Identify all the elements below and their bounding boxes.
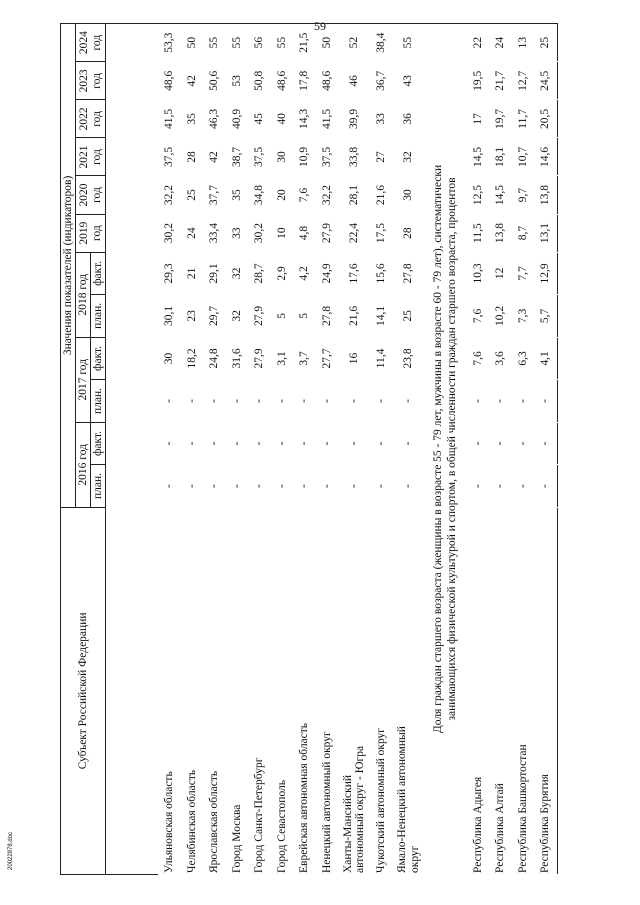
cell-fact-2017: 3,6	[494, 351, 507, 366]
cell-2019: 4,8	[298, 225, 311, 241]
cell-2019: 28	[402, 227, 415, 239]
cell-plan-2016: -	[347, 484, 360, 488]
table-body	[106, 24, 558, 875]
cell-fact-2018: 29,1	[208, 263, 221, 284]
cell-2019: 13,8	[494, 223, 507, 244]
subject-column-header: Субъект Российской Федерации	[61, 507, 106, 874]
cell-2021: 37,5	[253, 146, 266, 168]
cell-plan-2016: -	[163, 484, 176, 488]
cell-2020: 28,1	[347, 184, 360, 206]
cell-plan-2017: -	[539, 399, 552, 403]
subject-name: Ханты-Мансийский автономный округ - Югра	[341, 745, 366, 873]
cell-2021: 28	[185, 151, 198, 163]
cell-2021: 27	[375, 151, 388, 163]
cell-2023: 50,6	[208, 70, 221, 91]
cell-2021: 32	[402, 151, 415, 163]
cell-2024: 22	[471, 36, 484, 49]
cell-plan-2016: -	[375, 484, 388, 488]
cell-2023: 48,6	[320, 70, 333, 91]
cell-2024: 55	[230, 36, 243, 49]
cell-2023: 24,5	[539, 70, 552, 91]
cell-2021: 14,6	[539, 146, 552, 168]
cell-fact-2018: 27,8	[402, 263, 415, 284]
cell-2022: 33	[375, 113, 388, 125]
section-heading: Доля граждан старшего возраста (женщины в возрасте 55 - 79 лет, мужчины в возрасте 60 - 79 лет), систематически занимающихся физической культурой и спортом, в общей численности граждан старшего возраста, процентов	[432, 164, 458, 734]
cell-fact-2017: 24,8	[208, 348, 221, 369]
cell-fact-2017: 11,4	[375, 348, 388, 369]
cell-fact-2017: 31,6	[230, 348, 243, 369]
subject-name: Чукотский автономный округ	[375, 727, 388, 873]
cell-2023: 50,8	[253, 70, 266, 91]
subject-name: Ярославская область	[208, 770, 221, 873]
cell-2020: 32,2	[320, 184, 333, 206]
cell-2023: 46	[347, 75, 360, 87]
fact-2016-header: факт.	[91, 422, 106, 465]
page-number: 59	[314, 19, 326, 33]
cell-2024: 21,5	[298, 32, 311, 53]
cell-2019: 24	[185, 227, 198, 239]
cell-2020: 34,8	[253, 184, 266, 206]
cell-fact-2018: 15,6	[375, 263, 388, 284]
cell-fact-2018: 24,9	[320, 263, 333, 284]
cell-fact-2016: -	[230, 441, 243, 446]
cell-fact-2016: -	[185, 441, 198, 446]
cell-2022: 41,5	[320, 108, 333, 129]
year-2023-header: 2023 год	[76, 62, 106, 100]
cell-2021: 33,8	[347, 146, 360, 168]
cell-2024: 13	[516, 36, 529, 49]
cell-plan-2017: -	[375, 399, 388, 403]
footer-code: 20022878.doc	[8, 831, 14, 870]
year-2017-header: 2017 год	[76, 337, 91, 422]
cell-fact-2017: 23,8	[402, 348, 415, 369]
cell-2022: 35	[185, 113, 198, 125]
cell-fact-2018: 28,7	[253, 263, 266, 284]
table-row	[226, 24, 249, 875]
cell-2019: 11,5	[471, 223, 484, 243]
cell-2020: 25	[185, 189, 198, 201]
cell-plan-2016: -	[185, 484, 198, 488]
cell-fact-2016: -	[471, 441, 484, 446]
cell-2019: 13,1	[539, 223, 552, 244]
subject-name: Республика Алтай	[494, 783, 507, 873]
cell-2022: 41,5	[163, 108, 176, 129]
cell-plan-2016: -	[516, 484, 529, 488]
cell-2021: 42	[208, 151, 221, 163]
cell-2020: 32,2	[163, 184, 176, 206]
year-2020-header: 2020 год	[76, 176, 106, 214]
cell-2020: 35	[230, 189, 243, 201]
cell-plan-2018: 14,1	[375, 305, 388, 326]
cell-plan-2018: 21,6	[347, 305, 360, 326]
cell-plan-2016: -	[298, 484, 311, 488]
cell-2022: 39,9	[347, 108, 360, 129]
cell-fact-2018: 32	[230, 267, 243, 280]
cell-2021: 18,1	[494, 146, 507, 168]
table-row	[203, 24, 226, 875]
cell-2023: 43	[402, 75, 415, 87]
cell-plan-2018: 25	[402, 310, 415, 322]
cell-fact-2017: 16	[347, 352, 360, 365]
cell-2021: 37,5	[320, 146, 333, 168]
cell-2024: 50	[185, 36, 198, 49]
subject-name: Город Санкт-Петербург	[253, 757, 266, 873]
cell-2020: 12,5	[471, 184, 484, 206]
year-2018-header: 2018 год	[76, 252, 91, 337]
subject-name: Ульяновская область	[163, 771, 176, 873]
cell-plan-2018: 10,2	[494, 305, 507, 326]
cell-fact-2016: -	[275, 441, 288, 446]
cell-2022: 36	[402, 113, 415, 125]
cell-2021: 37,5	[163, 146, 176, 168]
table-row	[489, 24, 512, 875]
rotated-table-area	[60, 23, 625, 875]
cell-plan-2016: -	[402, 484, 415, 488]
cell-fact-2017: 4,1	[539, 351, 552, 366]
cell-2023: 21,7	[494, 70, 507, 91]
subject-name: Республика Адыгея	[471, 776, 484, 873]
cell-2022: 20,5	[539, 108, 552, 129]
cell-plan-2018: 32	[230, 310, 243, 322]
cell-2019: 10	[275, 227, 288, 239]
table-header	[61, 24, 106, 875]
cell-plan-2018: 5	[275, 313, 288, 319]
cell-2023: 19,5	[471, 70, 484, 91]
cell-fact-2016: -	[208, 441, 221, 446]
table-row	[181, 24, 204, 875]
subject-name: Ямало-Ненецкий автономный округ	[396, 726, 421, 873]
cell-plan-2017: -	[275, 399, 288, 403]
cell-plan-2016: -	[275, 484, 288, 488]
cell-plan-2016: -	[230, 484, 243, 488]
cell-plan-2017: -	[402, 399, 415, 403]
year-2016-header: 2016 год	[76, 422, 91, 507]
cell-2024: 25	[539, 36, 552, 49]
subject-name: Город Москва	[230, 804, 243, 873]
cell-plan-2018: 27,8	[320, 305, 333, 326]
cell-2022: 45	[253, 113, 266, 125]
subject-name: Город Севастополь	[275, 779, 288, 873]
cell-2019: 30,2	[163, 223, 176, 244]
cell-fact-2017: 27,9	[253, 348, 266, 369]
cell-plan-2017: -	[298, 399, 311, 403]
cell-2024: 53,3	[163, 32, 176, 53]
cell-2023: 42	[185, 75, 198, 87]
year-2022-header: 2022 год	[76, 100, 106, 138]
cell-fact-2018: 12	[494, 267, 507, 280]
cell-fact-2017: 18,2	[185, 348, 198, 369]
cell-2022: 14,3	[298, 108, 311, 129]
cell-2024: 24	[494, 36, 507, 49]
cell-plan-2018: 7,6	[471, 308, 484, 324]
cell-2020: 7,6	[298, 187, 311, 203]
year-2024-header: 2024 год	[76, 24, 106, 62]
cell-2024: 55	[402, 36, 415, 49]
cell-plan-2016: -	[320, 484, 333, 488]
cell-2024: 38,4	[375, 32, 388, 53]
subject-name: Еврейская автономная область	[298, 722, 311, 873]
table-row	[393, 24, 425, 875]
cell-2019: 33	[230, 227, 243, 239]
cell-2024: 50	[320, 36, 333, 49]
cell-2024: 52	[347, 36, 360, 49]
table-row	[534, 24, 557, 875]
year-2021-header: 2021 год	[76, 138, 106, 176]
cell-2023: 17,8	[298, 70, 311, 91]
cell-2020: 37,7	[208, 184, 221, 206]
cell-fact-2016: -	[539, 441, 552, 446]
cell-2020: 9,7	[516, 187, 529, 203]
table-spacer	[106, 24, 159, 875]
cell-fact-2017: 3,7	[298, 351, 311, 366]
cell-fact-2017: 3,1	[275, 351, 288, 366]
cell-plan-2018: 23	[185, 310, 198, 322]
cell-fact-2018: 12,9	[539, 263, 552, 284]
table-row	[467, 24, 490, 875]
cell-2023: 12,7	[516, 70, 529, 91]
cell-plan-2016: -	[539, 484, 552, 488]
cell-2023: 48,6	[163, 70, 176, 91]
cell-2019: 8,7	[516, 225, 529, 241]
cell-2024: 55	[275, 36, 288, 49]
cell-plan-2017: -	[230, 399, 243, 403]
cell-2020: 30	[402, 189, 415, 201]
cell-plan-2018: 27,9	[253, 305, 266, 326]
cell-2020: 14,5	[494, 184, 507, 206]
table-row	[370, 24, 393, 875]
cell-fact-2016: -	[347, 441, 360, 446]
cell-2022: 11,7	[516, 109, 529, 129]
cell-2022: 19,7	[494, 108, 507, 129]
section-heading-row	[425, 24, 467, 875]
cell-fact-2018: 7,7	[516, 266, 529, 281]
cell-fact-2016: -	[298, 441, 311, 446]
cell-fact-2016: -	[163, 441, 176, 446]
cell-fact-2016: -	[494, 441, 507, 446]
cell-fact-2016: -	[375, 441, 388, 446]
subject-name: Республика Башкортостан	[516, 744, 529, 873]
cell-plan-2016: -	[253, 484, 266, 488]
cell-plan-2017: -	[163, 399, 176, 403]
cell-2023: 53	[230, 75, 243, 87]
cell-2020: 13,8	[539, 184, 552, 206]
cell-plan-2018: 7,3	[516, 308, 529, 324]
cell-2021: 10,7	[516, 146, 529, 168]
cell-2021: 38,7	[230, 146, 243, 168]
cell-2023: 36,7	[375, 70, 388, 91]
cell-fact-2017: 27,7	[320, 348, 333, 369]
cell-plan-2016: -	[471, 484, 484, 488]
cell-2023: 48,6	[275, 70, 288, 91]
cell-fact-2018: 4,2	[298, 266, 311, 281]
table-row	[512, 24, 535, 875]
cell-2019: 30,2	[253, 223, 266, 244]
cell-plan-2018: 5	[298, 313, 311, 319]
cell-plan-2018: 30,1	[163, 305, 176, 326]
cell-2021: 10,9	[298, 146, 311, 168]
fact-2017-header: факт.	[91, 337, 106, 380]
cell-plan-2018: 29,7	[208, 305, 221, 326]
cell-fact-2016: -	[253, 441, 266, 446]
cell-2022: 40,9	[230, 108, 243, 129]
cell-2024: 56	[253, 36, 266, 49]
cell-plan-2017: -	[253, 399, 266, 403]
cell-fact-2018: 29,3	[163, 263, 176, 284]
cell-2022: 17	[471, 113, 484, 125]
cell-2024: 55	[208, 36, 221, 49]
subject-name: Ненецкий автономный округ	[320, 731, 333, 873]
subject-name: Челябинская область	[185, 769, 198, 873]
cell-fact-2018: 10,3	[471, 263, 484, 284]
plan-2018-header: план.	[91, 295, 106, 338]
cell-2019: 22,4	[347, 223, 360, 244]
year-2019-header: 2019 год	[76, 214, 106, 252]
cell-plan-2017: -	[494, 399, 507, 403]
cell-plan-2016: -	[494, 484, 507, 488]
cell-2019: 27,9	[320, 223, 333, 244]
cell-plan-2017: -	[208, 399, 221, 403]
cell-fact-2017: 7,6	[471, 351, 484, 366]
cell-plan-2017: -	[185, 399, 198, 403]
cell-2021: 30	[275, 151, 288, 163]
plan-2017-header: план.	[91, 380, 106, 423]
cell-plan-2017: -	[320, 399, 333, 403]
cell-plan-2017: -	[471, 399, 484, 403]
subject-name: Республика Бурятия	[539, 774, 552, 873]
cell-2019: 17,5	[375, 223, 388, 244]
cell-2020: 20	[275, 189, 288, 201]
cell-fact-2017: 30	[163, 352, 176, 365]
cell-2022: 40	[275, 113, 288, 125]
cell-fact-2018: 21	[185, 267, 198, 280]
cell-2020: 21,6	[375, 184, 388, 206]
table-row	[158, 24, 181, 875]
cell-2019: 33,4	[208, 223, 221, 244]
cell-2021: 14,5	[471, 146, 484, 168]
cell-plan-2018: 5,7	[539, 308, 552, 324]
values-group-header: Значения показателей (индикаторов)	[61, 24, 76, 508]
table-row	[248, 24, 271, 875]
cell-plan-2017: -	[516, 399, 529, 403]
cell-fact-2018: 2,9	[275, 266, 288, 281]
table-row	[293, 24, 316, 875]
cell-fact-2016: -	[320, 441, 333, 446]
table-row	[316, 24, 339, 875]
fact-2018-header: факт.	[91, 252, 106, 295]
cell-fact-2017: 6,3	[516, 351, 529, 366]
plan-2016-header: план.	[91, 465, 106, 508]
cell-2022: 46,3	[208, 108, 221, 129]
cell-plan-2017: -	[347, 399, 360, 403]
table-row	[338, 24, 370, 875]
cell-fact-2016: -	[402, 441, 415, 446]
indicators-table	[60, 23, 558, 875]
cell-fact-2016: -	[516, 441, 529, 446]
table-row	[271, 24, 294, 875]
cell-fact-2018: 17,6	[347, 263, 360, 284]
cell-plan-2016: -	[208, 484, 221, 488]
